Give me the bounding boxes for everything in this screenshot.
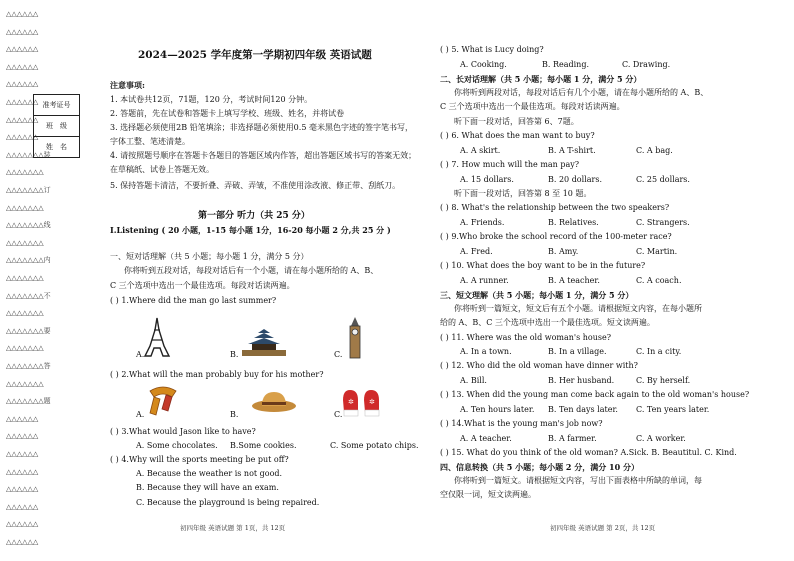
margin-triangle-row: △△△△△△△订 [6, 186, 51, 194]
margin-triangle-row: △△△△△△ [6, 450, 39, 458]
option[interactable]: B. Because they will have an exam. [136, 483, 279, 492]
question-14: ( ) 14.What is the young man's job now? [440, 419, 603, 428]
margin-triangle-row: △△△△△△ [6, 414, 39, 423]
instruction: 你将听到两段对话，每段对话后有几个小题，请在每小题所给的 A、B、 [454, 88, 709, 97]
option[interactable]: A. In a town. [460, 347, 512, 356]
option[interactable]: C. 25 dollars. [636, 175, 690, 184]
margin-triangle-row: △△△△△△ [6, 115, 39, 124]
option-letter: C. [334, 350, 343, 359]
option[interactable]: B. In a village. [548, 347, 607, 356]
listen-note: 听下面一段对话，回答第 8 至 10 题。 [454, 189, 592, 198]
notice-line: 3. 选择题必须使用2B 铅笔填涂；非选择题必须使用0.5 毫米黑色字迹的签字笔书写， [110, 123, 413, 132]
margin-triangle-row: △△△△△△△ [6, 309, 44, 318]
part-heading: 一、短对话理解（共 5 小题；每小题 1 分，满分 5 分） [110, 252, 309, 261]
margin-triangle-row: △△△△△△ [6, 502, 39, 511]
option[interactable]: C. Martin. [636, 247, 678, 256]
question-1: ( ) 1.Where did the man go last summer? [110, 296, 277, 305]
name-field[interactable]: 姓 名 [46, 143, 67, 151]
option[interactable]: B. A teacher. [548, 276, 600, 285]
margin-triangle-row: △△△△△△ [6, 520, 39, 529]
margin-triangle-row: △△△△△△ [6, 538, 39, 546]
option-letter: B. [230, 350, 239, 359]
margin-triangle-row: △△△△△△△ [6, 168, 44, 177]
margin-triangle-row: △△△△△△ [6, 27, 39, 36]
page-footer: 初四年级 英语试题 第 1页，共 12页 [180, 524, 286, 532]
option[interactable]: A. Fred. [460, 247, 493, 256]
margin-triangle-row: △△△△△△△要 [6, 326, 51, 335]
option[interactable]: B. Amy. [548, 247, 579, 256]
binding-margin [0, 0, 100, 561]
option[interactable]: B.Some cookies. [230, 441, 297, 450]
question-10: ( ) 10. What does the boy want to be in the future? [440, 261, 646, 270]
option[interactable]: B. 20 dollars. [548, 175, 602, 184]
question-9: ( ) 9.Who broke the school record of the 100-meter race? [440, 232, 672, 241]
temple-of-heaven-icon[interactable] [238, 328, 290, 358]
margin-triangle-row: △△△△△△ [6, 432, 39, 441]
question-3: ( ) 3.What would Jason like to have? [110, 427, 256, 436]
instruction: 你将听到一篇短文，短文后有五个小题。请根据短文内容，在每小题所 [454, 304, 702, 313]
margin-triangle-row: △△△△△△ [6, 62, 39, 71]
option[interactable]: A. Bill. [460, 376, 487, 385]
margin-triangle-row: △△△△△△△ [6, 344, 44, 353]
option[interactable]: C. A coach. [636, 276, 682, 285]
listening-heading: I.Listening ( 20 小题，1-15 每小题 1分，16-20 每小题 2 分,共 25 分 ) [110, 225, 391, 235]
option[interactable]: B. A farmer. [548, 434, 597, 443]
svg-text:✲: ✲ [348, 398, 354, 406]
instruction: 你将听到一篇短文。请根据短文内容，写出下面表格中所缺的单词，每 [454, 476, 702, 485]
option[interactable]: C. Strangers. [636, 218, 690, 227]
option[interactable]: C. A worker. [636, 434, 686, 443]
question-13: ( ) 13. When did the young man come back again to the old woman's house? [440, 390, 750, 399]
option[interactable]: B. Reading. [542, 60, 589, 69]
option[interactable]: C. By herself. [636, 376, 691, 385]
eiffel-tower-icon[interactable] [142, 316, 172, 358]
notice-line: 字体工整、笔迹清楚。 [110, 137, 190, 146]
option[interactable]: B. Relatives. [548, 218, 599, 227]
exam-number-field[interactable]: 准考证号 [34, 95, 79, 116]
margin-triangle-row: △△△△△△ [6, 467, 39, 476]
page-footer: 初四年级 英语试题 第 2页，共 12页 [550, 524, 656, 532]
question-6: ( ) 6. What does the man want to buy? [440, 131, 595, 140]
question-2: ( ) 2.What will the man probably buy for his mother? [110, 370, 324, 379]
option[interactable]: A. Friends. [460, 218, 505, 227]
margin-triangle-row: △△△△△△△不 [6, 291, 51, 300]
part-heading: 三、短文理解（共 5 小题；每小题 1 分，满分 5 分） [440, 290, 634, 300]
margin-triangle-row: △△△△△△ [6, 45, 39, 54]
margin-triangle-row: △△△△△△ [6, 133, 39, 142]
page-right [440, 0, 785, 561]
option-letter: A. [136, 350, 145, 359]
option-letter: C. [334, 410, 343, 419]
part-heading: 四、信息转换（共 5 小题；每小题 2 分，满分 10 分） [440, 462, 639, 472]
margin-triangle-row: △△△△△△△ [6, 238, 44, 247]
student-info-box [33, 94, 80, 158]
part-heading: 二、长对话理解（共 5 小题；每小题 1 分，满分 5 分） [440, 74, 642, 84]
option[interactable]: B. A T-shirt. [548, 146, 596, 155]
option[interactable]: C. Ten years later. [636, 405, 710, 414]
question-15: ( ) 15. What do you think of the old woman? A.Sick. B. Beautitul. C. Kind. [440, 448, 737, 457]
notice-line: 1. 本试卷共12页，71题，120 分，考试时间120 分钟。 [110, 95, 313, 104]
option[interactable]: A. A runner. [460, 276, 509, 285]
instruction: 给的 A、B、C 三个选项中选出一个最佳选项。短文读两遍。 [440, 318, 655, 327]
hat-icon[interactable] [250, 390, 298, 414]
notice-line: 2. 答题前，先在试卷和答题卡上填写学校、班级、姓名，并将试卷 [110, 109, 345, 118]
option[interactable]: C. A bag. [636, 146, 673, 155]
margin-triangle-row: △△△△△△ [6, 98, 39, 106]
question-12: ( ) 12. Who did the old woman have dinner with? [440, 361, 638, 370]
margin-triangle-row: △△△△△△ [6, 10, 39, 18]
question-5: ( ) 5. What is Lucy doing? [440, 45, 544, 54]
scarf-icon[interactable] [146, 383, 180, 417]
class-field[interactable]: 班 级 [34, 116, 79, 137]
big-ben-icon[interactable] [344, 316, 366, 360]
notice-line: 5. 保持答题卡清洁，不要折叠、弄破、弄皱，不准使用涂改液、修正带、刮纸刀。 [110, 181, 401, 190]
option[interactable]: C. Some potato chips. [330, 441, 419, 450]
instruction: C 三个选项中选出一个最佳选项。每段对话读两遍。 [440, 102, 625, 111]
exam-title: 2024—2025 学年度第一学期初四年级 英语试题 [138, 49, 372, 61]
margin-triangle-row: △△△△△△△线 [6, 221, 51, 230]
option-letter: A. [136, 410, 145, 419]
question-8: ( ) 8. What's the relationship between the two speakers? [440, 203, 670, 212]
option[interactable]: B. Her husband. [548, 376, 615, 385]
option[interactable]: A. A skirt. [460, 146, 501, 155]
option[interactable]: B. Ten days later. [548, 405, 618, 414]
option[interactable]: C. Because the playground is being repaired. [136, 498, 320, 507]
option[interactable]: C. Drawing. [622, 60, 671, 69]
instruction: C 三个选项中选出一个最佳选项。每段对话读两遍。 [110, 281, 295, 290]
option[interactable]: A. Because the weather is not good. [136, 469, 283, 478]
question-4: ( ) 4.Why will the sports meeting be put off? [110, 455, 289, 464]
option-letter: B. [230, 410, 239, 419]
notice-title: 注意事项: [110, 80, 145, 90]
margin-triangle-row: △△△△△△△ [6, 203, 44, 212]
mittens-icon[interactable] [340, 386, 384, 418]
notice-line: 4. 请按照题号顺序在答题卡各题目的答题区域内作答，超出答题区域书写的答案无效； [110, 151, 417, 160]
margin-triangle-row: △△△△△△△内 [6, 256, 51, 265]
option[interactable]: A. Ten hours later. [460, 405, 535, 414]
option[interactable]: A. Some chocolates. [136, 441, 218, 450]
svg-text:✲: ✲ [369, 398, 375, 406]
question-11: ( ) 11. Where was the old woman's house? [440, 333, 612, 342]
page-left [110, 0, 425, 561]
section-title: 第一部分 听力（共 25 分） [198, 211, 310, 221]
margin-triangle-row: △△△△△△△装 [6, 150, 51, 159]
option[interactable]: A. Cooking. [460, 60, 507, 69]
margin-triangle-row: △△△△△△△ [6, 274, 44, 282]
instruction: 空仅限一词，短文读两遍。 [440, 490, 536, 499]
option[interactable]: A. 15 dollars. [460, 175, 514, 184]
question-7: ( ) 7. How much will the man pay? [440, 160, 580, 169]
margin-triangle-row: △△△△△△ [6, 485, 39, 494]
notice-line: 在草稿纸、试卷上答题无效。 [110, 165, 214, 174]
margin-triangle-row: △△△△△△ [6, 80, 39, 89]
option[interactable]: A. A teacher. [460, 434, 512, 443]
margin-triangle-row: △△△△△△△题 [6, 397, 51, 406]
option[interactable]: C. In a city. [636, 347, 682, 356]
margin-triangle-row: △△△△△△△答 [6, 362, 51, 370]
listen-note: 听下面一段对话，回答第 6、7题。 [454, 117, 579, 126]
margin-triangle-row: △△△△△△△ [6, 379, 44, 388]
instruction: 你将听到五段对话，每段对话后有一个小题，请在每小题所给的 A、B、 [124, 266, 379, 275]
